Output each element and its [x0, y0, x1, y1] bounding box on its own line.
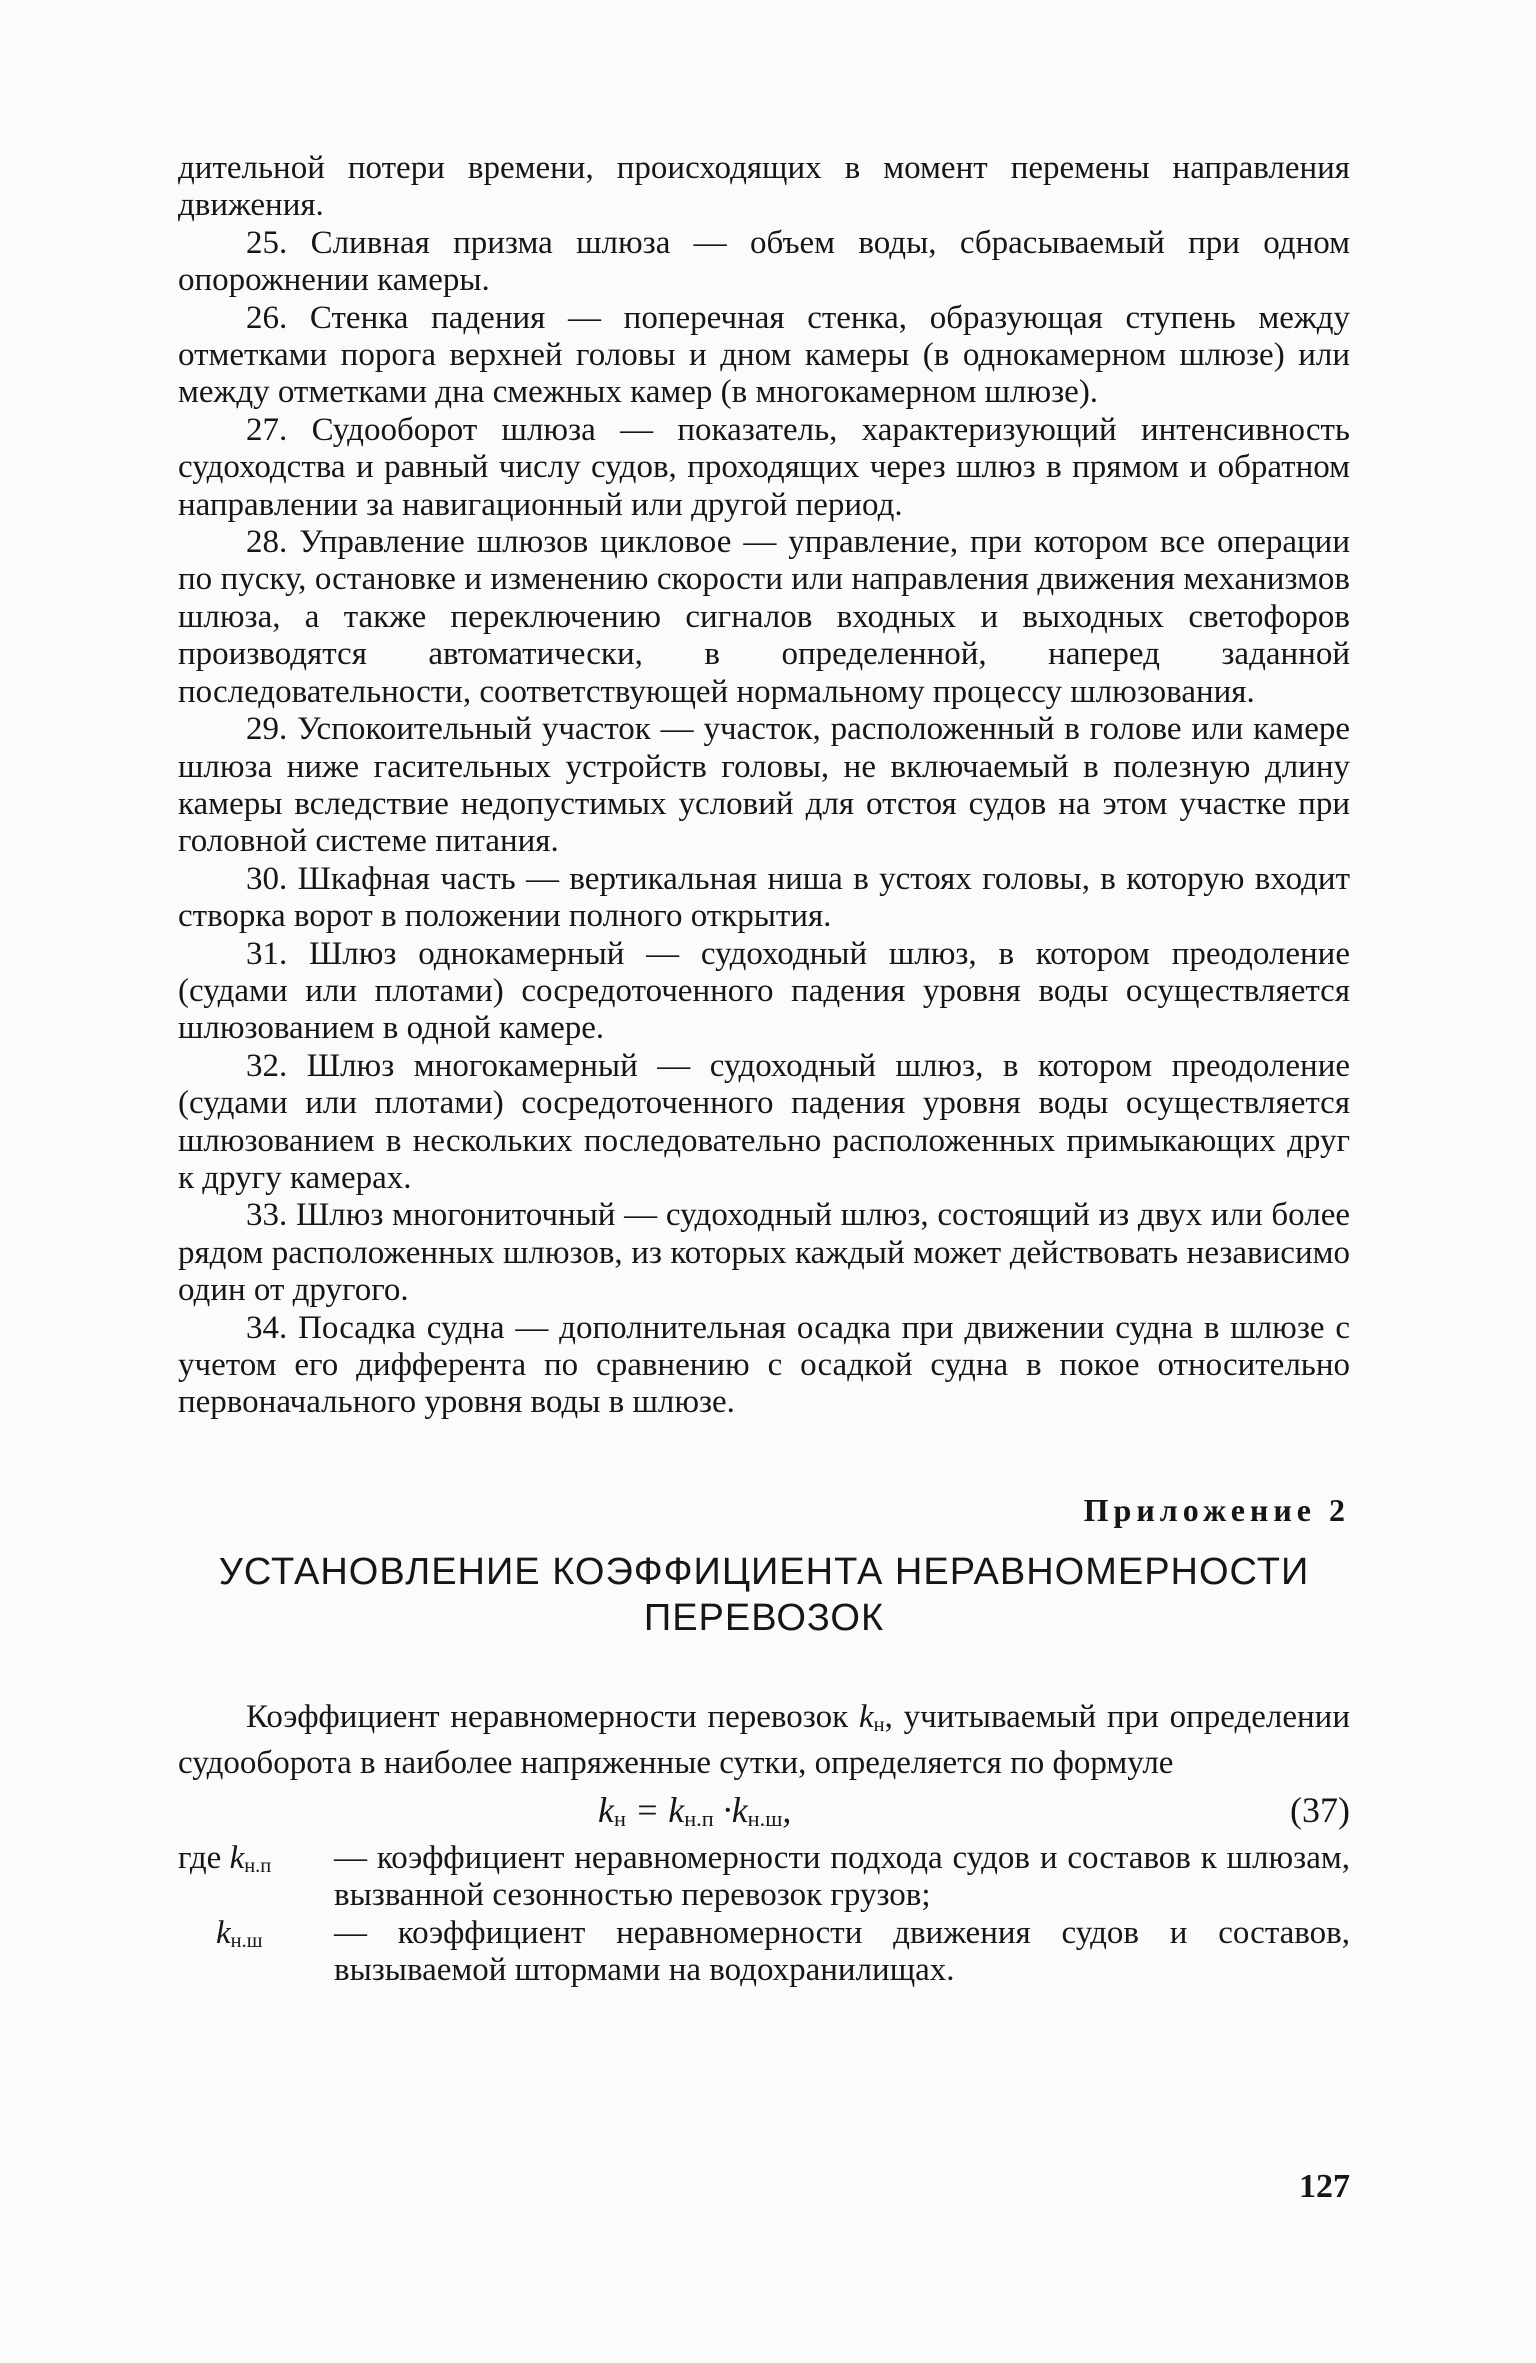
term-33: 33. Шлюз многониточный — судоходный шлюз, состоящий из двух или более рядом расположенных шлюзов, из которых каждый может действовать независимо один от другого.	[178, 1197, 1350, 1309]
term-30: 30. Шкафная часть — вертикальная ниша в устоях головы, в которую входит створка ворот в положении полного открытия.	[178, 860, 1350, 935]
appendix-label: Приложение 2	[1083, 1491, 1350, 1528]
section-title-line-1: УСТАНОВЛЕНИЕ КОЭФФИЦИЕНТА НЕРАВНОМЕРНОСТИ	[218, 1551, 1310, 1594]
definition-k-nsh	[178, 1915, 1350, 1990]
intro-symbol: $k_н$	[858, 1699, 885, 1737]
term-26: 26. Стенка падения — поперечная стенка, образующая ступень между отметками порога верхней головы и дном камеры (в однокамерном шлюзе) или между отметками дна смежных камер (в многокамерном шлюзе).	[178, 299, 1350, 411]
definition-text: — коэффициент неравномерности движения судов и составов, вызываемой штормами на водохранилищах.	[334, 1914, 1350, 1989]
definitions-list	[178, 1840, 1350, 1990]
intro-paragraph	[178, 1699, 1350, 1782]
term-29: 29. Успокоительный участок — участок, расположенный в голове или камере шлюза ниже гасительных устройств головы, не включаемый в полезную длину камеры вследствие недопустимых условий для отстоя судов на этом участке при головной системе питания.	[178, 711, 1350, 860]
page-number: 127	[1299, 2168, 1350, 2205]
term-25: 25. Сливная призма шлюза — объем воды, сбрасываемый при одном опорожнении камеры.	[178, 224, 1350, 299]
paragraph-continuation: дительной потери времени, происходящих в момент перемены направления движения.	[178, 150, 1350, 224]
formula-number: (37)	[1290, 1790, 1350, 1831]
definition-text: — коэффициент неравномерности подхода судов и составов к шлюзам, вызванной сезонностью перевозок грузов;	[334, 1840, 1350, 1914]
term-34: 34. Посадка судна — дополнительная осадка при движении судна в шлюзе с учетом его дифферента по сравнению с осадкой судна в покое относительно первоначального уровня воды в шлюзе.	[178, 1309, 1350, 1421]
definition-symbol: $k_{н.ш}$	[216, 1914, 263, 1952]
term-31: 31. Шлюз однокамерный — судоходный шлюз, в котором преодоление (судами или плотами) сосредоточенного падения уровня воды осуществляется шлюзованием в одной камере.	[178, 935, 1350, 1047]
definition-symbol: где $k_{н.п}$	[178, 1840, 272, 1878]
definition-k-np	[178, 1840, 1350, 1915]
intro-text-before: Коэффициент неравномерности перевозок	[246, 1699, 859, 1736]
intro-text-after: , учитываемый при определении судооборота в наиболее напряженные сутки, определяется по формуле	[178, 1699, 1350, 1781]
formula-expression: $k_н = k_{н.п} \cdot k_{н.ш}$,	[598, 1790, 792, 1832]
page-content	[178, 150, 1350, 1990]
term-27: 27. Судооборот шлюза — показатель, характеризующий интенсивность судоходства и равный числу судов, проходящих через шлюз в прямом и обратном направлении за навигационный или другой период.	[178, 411, 1350, 523]
formula-37	[178, 1784, 1350, 1834]
section-title	[178, 1549, 1350, 1641]
section-title-line-2: ПЕРЕВОЗОК	[643, 1597, 885, 1640]
term-28: 28. Управление шлюзов цикловое — управление, при котором все операции по пуску, остановке и изменению скорости или направления движения механизмов шлюза, а также переключению сигналов входных и выходных светофоров производятся автоматически, в определенной, наперед заданной последовательности, соответствующей нормальному процессу шлюзования.	[178, 524, 1350, 710]
term-32: 32. Шлюз многокамерный — судоходный шлюз, в котором преодоление (судами или плотами) сосредоточенного падения уровня воды осуществляется шлюзованием в нескольких последовательно расположенных примыкающих друг к другу камерах.	[178, 1047, 1350, 1196]
